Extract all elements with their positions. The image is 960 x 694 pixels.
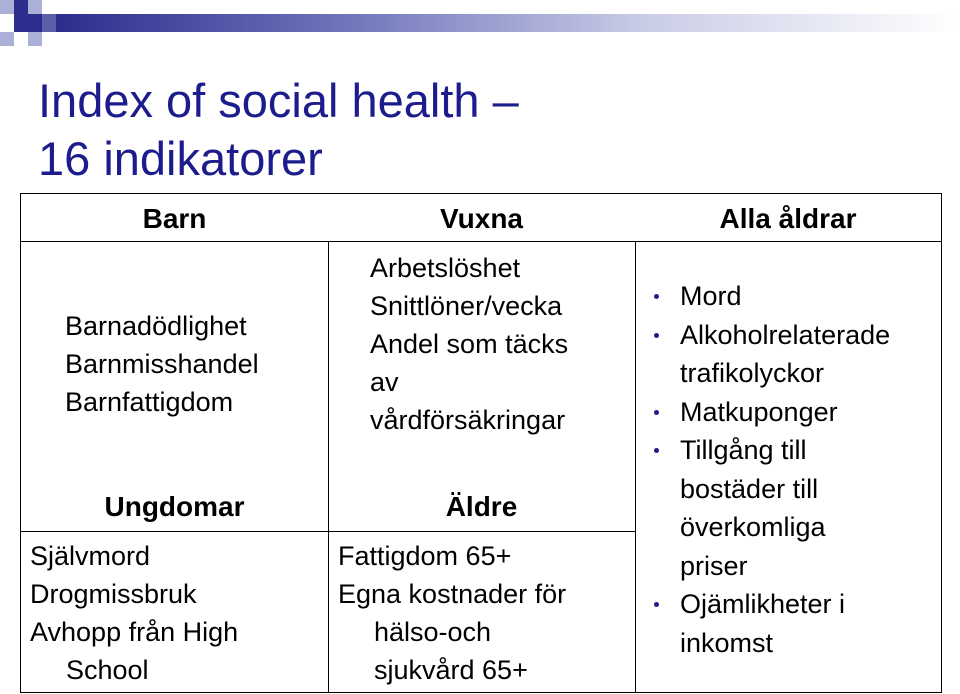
bullet-icon [654, 448, 659, 453]
bullet-icon [654, 294, 659, 299]
alla-aldrar-cell [646, 277, 941, 662]
list-item-text: Mord [680, 281, 742, 311]
slide-title [38, 72, 519, 188]
list-item: sjukvård 65+ [374, 655, 528, 685]
list-item-text: Ojämlikheter i [680, 589, 846, 619]
list-item [646, 316, 941, 393]
list-item: av [370, 367, 399, 397]
list-item-text: priser [680, 550, 748, 581]
deco-square [0, 0, 14, 14]
list-item-text: inkomst [680, 627, 774, 658]
list-item-text: Matkuponger [680, 396, 838, 427]
list-item [646, 277, 941, 316]
list-item: Andel som täcks [370, 329, 569, 359]
list-item: Egna kostnader för [338, 579, 567, 609]
header-divider [21, 241, 941, 242]
deco-square [0, 32, 14, 46]
deco-square [42, 14, 56, 32]
deco-square [28, 0, 42, 14]
bullet-icon [654, 602, 659, 607]
list-item-text: bostäder till [680, 473, 819, 504]
ungdomar-cell [30, 537, 238, 689]
column-divider-2 [635, 241, 636, 692]
list-item [646, 585, 941, 662]
header-decoration [0, 0, 960, 60]
deco-square [28, 32, 42, 46]
bullet-icon [654, 410, 659, 415]
list-item-text: trafikolyckor [680, 358, 825, 388]
header-alla-aldrar: Alla åldrar [719, 203, 857, 234]
header-vuxna: Vuxna [440, 203, 523, 234]
row-divider [21, 531, 635, 532]
barn-cell [65, 307, 259, 421]
list-item: Barnadödlighet [65, 311, 247, 341]
vuxna-cell [370, 249, 568, 439]
subheader-aldre: Äldre [445, 491, 518, 522]
list-item [646, 431, 941, 585]
title-line-1: Index of social health – [38, 74, 519, 127]
list-item: Arbetslöshet [370, 253, 521, 283]
deco-square [14, 14, 42, 32]
list-item: School [66, 655, 149, 685]
list-item: Snittlöner/vecka [370, 291, 563, 321]
list-item: hälso-och [374, 617, 492, 647]
alla-aldrar-list [646, 277, 941, 662]
deco-band [56, 14, 960, 32]
list-item: Drogmissbruk [30, 579, 197, 609]
list-item: Fattigdom 65+ [338, 541, 512, 571]
list-item: Barnfattigdom [65, 387, 234, 417]
list-item [646, 393, 941, 432]
aldre-cell [338, 537, 566, 689]
bullet-icon [654, 333, 659, 338]
deco-square [14, 0, 28, 14]
title-line-2: 16 indikatorer [38, 132, 323, 185]
list-item: vårdförsäkringar [370, 405, 566, 435]
list-item: Avhopp från High [30, 617, 239, 647]
list-item-text: Tillgång till [680, 435, 807, 465]
column-divider-1 [328, 241, 329, 692]
list-item-text: överkomliga [680, 512, 826, 542]
header-barn: Barn [142, 203, 207, 234]
subheader-ungdomar: Ungdomar [104, 491, 245, 522]
list-item: Självmord [30, 541, 151, 571]
indicator-table [20, 193, 942, 693]
list-item: Barnmisshandel [65, 349, 259, 379]
list-item-text: Alkoholrelaterade [680, 319, 891, 350]
